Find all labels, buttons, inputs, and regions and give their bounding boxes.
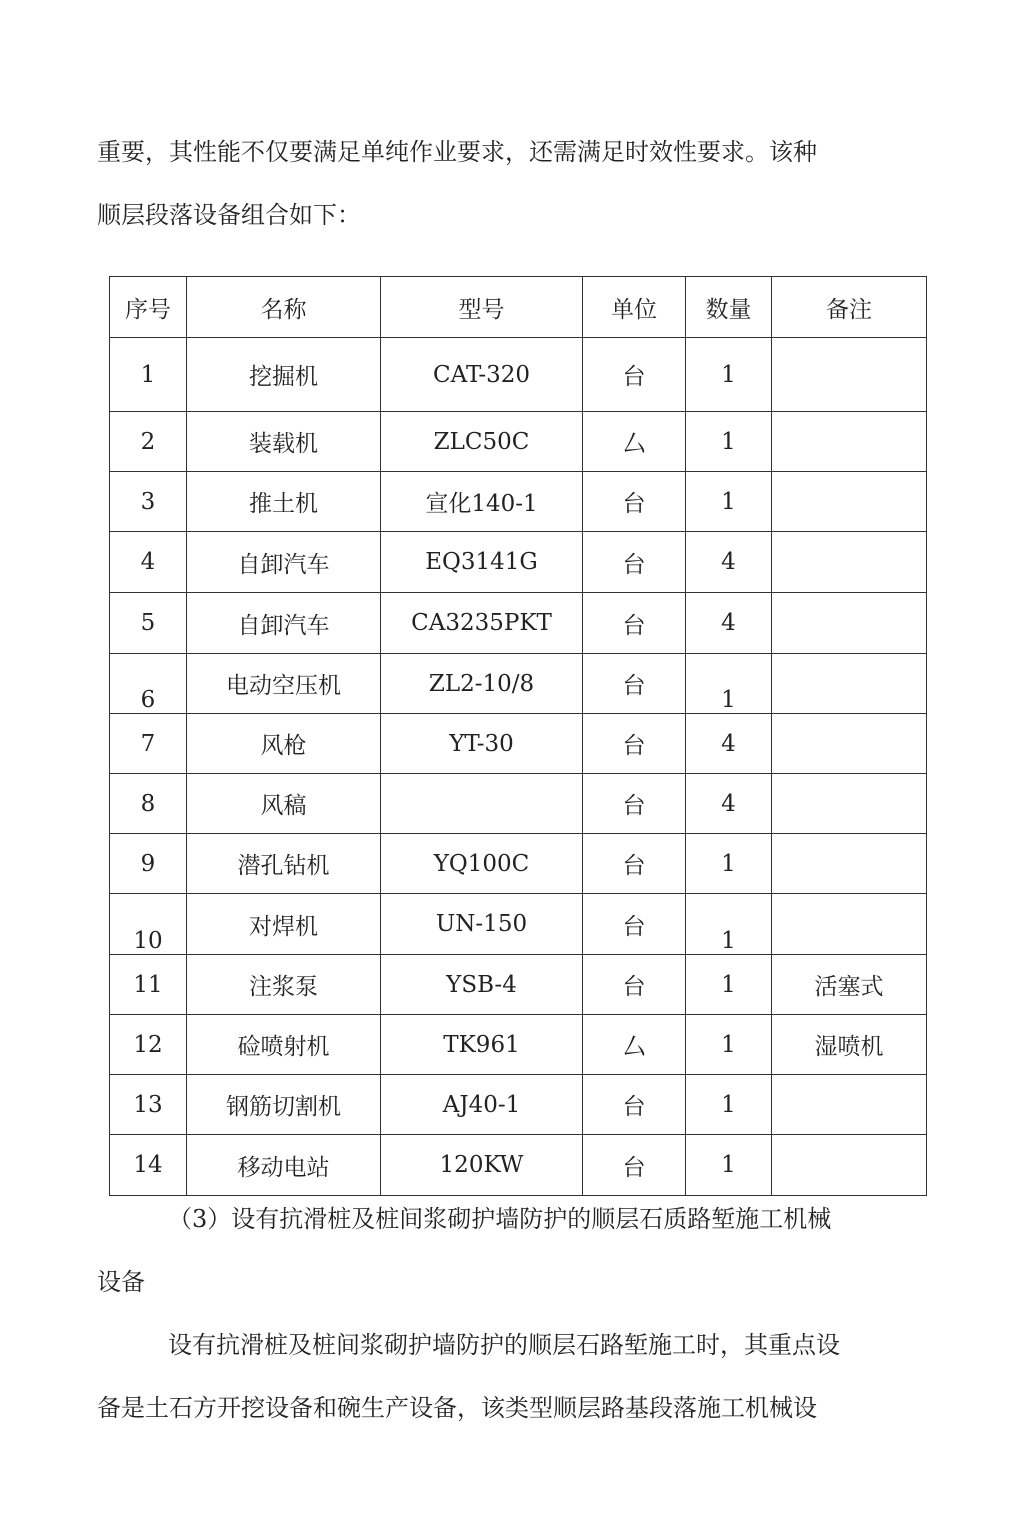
cell-index: 7: [110, 714, 187, 774]
cell-model: ZL2-10/8: [381, 654, 583, 714]
cell-model: EQ3141G: [381, 532, 583, 593]
cell-quantity: 1: [686, 338, 772, 412]
table-row: [110, 714, 927, 774]
cell-unit: 台: [583, 338, 686, 412]
cell-model: UN-150: [381, 894, 583, 955]
cell-model: YSB-4: [381, 955, 583, 1015]
cell-quantity: 1: [686, 654, 772, 714]
cell-remarks: [772, 834, 927, 894]
cell-quantity: 1: [686, 472, 772, 532]
cell-quantity: 4: [686, 774, 772, 834]
cell-name: 风枪: [187, 714, 381, 774]
cell-index: 1: [110, 338, 187, 412]
table-row: [110, 532, 927, 593]
cell-index: 12: [110, 1015, 187, 1075]
cell-index: 5: [110, 593, 187, 654]
cell-quantity: 4: [686, 593, 772, 654]
cell-unit: 台: [583, 472, 686, 532]
section-heading-line-1: （3）设有抗滑桩及桩间浆砌护墙防护的顺层石质路堑施工机械: [168, 1205, 832, 1233]
header-model: 型号: [381, 277, 583, 338]
cell-name: 自卸汽车: [187, 593, 381, 654]
cell-remarks: [772, 1135, 927, 1196]
table-row: [110, 338, 927, 412]
equipment-table: [109, 276, 927, 1196]
cell-model: CA3235PKT: [381, 593, 583, 654]
cell-index: 8: [110, 774, 187, 834]
header-quantity: 数量: [686, 277, 772, 338]
cell-remarks: 活塞式: [772, 955, 927, 1015]
cell-index: 9: [110, 834, 187, 894]
cell-quantity: 1: [686, 955, 772, 1015]
cell-model: 120KW: [381, 1135, 583, 1196]
cell-unit: 台: [583, 654, 686, 714]
cell-name: 推土机: [187, 472, 381, 532]
cell-remarks: [772, 472, 927, 532]
cell-quantity: 1: [686, 1015, 772, 1075]
table-row: [110, 955, 927, 1015]
cell-unit: 台: [583, 1135, 686, 1196]
cell-model: YQ100C: [381, 834, 583, 894]
cell-name: 钢筋切割机: [187, 1075, 381, 1135]
section-heading-line-2: 设备: [97, 1268, 145, 1296]
cell-index: 13: [110, 1075, 187, 1135]
cell-name: 硷喷射机: [187, 1015, 381, 1075]
cell-remarks: [772, 338, 927, 412]
cell-unit: 台: [583, 955, 686, 1015]
table-row: [110, 774, 927, 834]
cell-model: [381, 774, 583, 834]
cell-name: 对焊机: [187, 894, 381, 955]
cell-name: 风稿: [187, 774, 381, 834]
intro-paragraph-line-2: 顺层段落设备组合如下：: [97, 201, 361, 229]
cell-index: 4: [110, 532, 187, 593]
cell-name: 装载机: [187, 412, 381, 472]
cell-quantity: 1: [686, 412, 772, 472]
cell-index: 6: [110, 654, 187, 714]
intro-paragraph-line-1: 重要，其性能不仅要满足单纯作业要求，还需满足时效性要求。该种: [97, 138, 817, 166]
cell-unit: 台: [583, 774, 686, 834]
cell-index: 11: [110, 955, 187, 1015]
cell-unit: 厶: [583, 412, 686, 472]
cell-name: 移动电站: [187, 1135, 381, 1196]
cell-name: 挖掘机: [187, 338, 381, 412]
table-row: [110, 894, 927, 955]
body-paragraph-line-1: 设有抗滑桩及桩间浆砌护墙防护的顺层石路堑施工时，其重点设: [168, 1331, 840, 1359]
cell-model: 宣化140-1: [381, 472, 583, 532]
cell-unit: 台: [583, 714, 686, 774]
cell-quantity: 4: [686, 532, 772, 593]
cell-quantity: 1: [686, 1135, 772, 1196]
table-row: [110, 834, 927, 894]
header-name: 名称: [187, 277, 381, 338]
header-remarks: 备注: [772, 277, 927, 338]
cell-remarks: [772, 593, 927, 654]
cell-name: 自卸汽车: [187, 532, 381, 593]
table-row: [110, 412, 927, 472]
cell-index: 3: [110, 472, 187, 532]
cell-name: 电动空压机: [187, 654, 381, 714]
cell-quantity: 1: [686, 1075, 772, 1135]
table-row: [110, 1075, 927, 1135]
cell-index: 14: [110, 1135, 187, 1196]
cell-model: ZLC50C: [381, 412, 583, 472]
table-row: [110, 1135, 927, 1196]
cell-unit: 台: [583, 1075, 686, 1135]
cell-name: 注浆泵: [187, 955, 381, 1015]
cell-model: CAT-320: [381, 338, 583, 412]
cell-quantity: 1: [686, 894, 772, 955]
table-row: [110, 593, 927, 654]
cell-quantity: 1: [686, 834, 772, 894]
cell-model: AJ40-1: [381, 1075, 583, 1135]
cell-model: YT-30: [381, 714, 583, 774]
cell-unit: 台: [583, 834, 686, 894]
table-row: [110, 654, 927, 714]
cell-remarks: 湿喷机: [772, 1015, 927, 1075]
cell-name: 潜孔钻机: [187, 834, 381, 894]
cell-remarks: [772, 654, 927, 714]
table-row: [110, 472, 927, 532]
cell-unit: 台: [583, 532, 686, 593]
cell-unit: 台: [583, 894, 686, 955]
cell-remarks: [772, 894, 927, 955]
cell-remarks: [772, 412, 927, 472]
cell-quantity: 4: [686, 714, 772, 774]
cell-index: 10: [110, 894, 187, 955]
header-index: 序号: [110, 277, 187, 338]
cell-remarks: [772, 532, 927, 593]
cell-unit: 厶: [583, 1015, 686, 1075]
body-paragraph-line-2: 备是土石方开挖设备和碗生产设备，该类型顺层路基段落施工机械设: [97, 1394, 817, 1422]
table-row: [110, 1015, 927, 1075]
cell-remarks: [772, 1075, 927, 1135]
cell-index: 2: [110, 412, 187, 472]
cell-remarks: [772, 714, 927, 774]
cell-unit: 台: [583, 593, 686, 654]
cell-model: TK961: [381, 1015, 583, 1075]
table-header-row: [110, 277, 927, 338]
header-unit: 单位: [583, 277, 686, 338]
cell-remarks: [772, 774, 927, 834]
